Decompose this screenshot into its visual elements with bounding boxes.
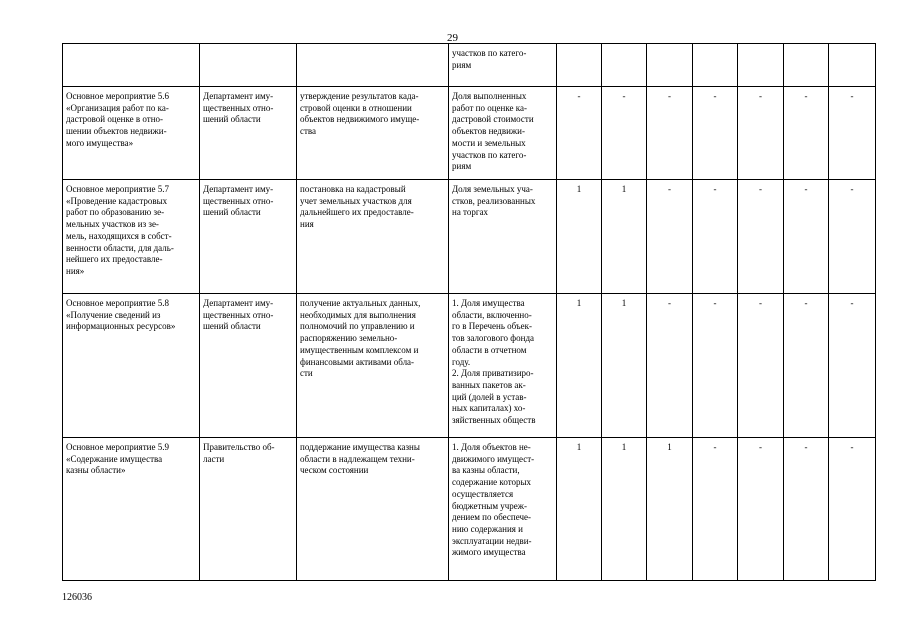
- cell-text-line: сти: [300, 368, 313, 379]
- cell-text-line: Основное мероприятие 5.9: [66, 442, 169, 452]
- table-row: [63, 87, 876, 180]
- cell-text-line: «Проведение кадастровых: [66, 195, 168, 206]
- cell-text-line: 2. Доля приватизиро-: [452, 368, 534, 379]
- value-cell: -: [602, 87, 647, 180]
- indicator-cell: [449, 294, 557, 438]
- cell-text-line: венности области, для даль-: [66, 242, 174, 253]
- cell-text-line: риям: [452, 59, 472, 70]
- value-cell: [738, 44, 784, 87]
- value-cell: [647, 44, 693, 87]
- activity-cell: [63, 294, 200, 438]
- value-cell: -: [738, 180, 784, 294]
- value-cell: -: [693, 294, 738, 438]
- value-cell: -: [784, 180, 829, 294]
- cell-text-line: участков по катего-: [452, 149, 527, 160]
- value-cell: -: [829, 180, 876, 294]
- result-cell: [297, 438, 449, 581]
- value-cell: -: [647, 294, 693, 438]
- cell-text-line: шений области: [203, 321, 261, 332]
- cell-text-line: финансовыми активами обла-: [300, 356, 415, 367]
- cell-text-line: «Содержание имущества: [66, 453, 163, 464]
- table-body: [63, 44, 876, 581]
- document-code: 126036: [62, 592, 92, 603]
- cell-text-line: Доля земельных уча-: [452, 184, 533, 194]
- cell-text-line: зяйственных обществ: [452, 415, 536, 426]
- cell-text-line: дастровой стоимости: [452, 114, 534, 125]
- cell-text-line: на торгах: [452, 207, 489, 218]
- value-cell: [693, 44, 738, 87]
- cell-text-line: мого имущества»: [66, 137, 134, 148]
- cell-text-line: работ по оценке ка-: [452, 102, 527, 113]
- result-cell: [297, 294, 449, 438]
- indicator-cell: [449, 180, 557, 294]
- cell-text-line: области, включенно-: [452, 309, 532, 320]
- cell-text-line: щественных отно-: [203, 309, 274, 320]
- value-cell: -: [647, 87, 693, 180]
- cell-text-line: ванных пакетов ак-: [452, 379, 526, 390]
- cell-text-line: информационных ресурсов»: [66, 321, 176, 332]
- value-cell: -: [738, 438, 784, 581]
- cell-text-line: полномочий по управлению и: [300, 321, 415, 332]
- cell-text-line: поддержание имущества казны: [300, 442, 420, 452]
- cell-text-line: шении объектов недвижи-: [66, 126, 167, 137]
- cell-text-line: участков по катего-: [452, 48, 527, 58]
- table-row: [63, 438, 876, 581]
- cell-text-line: содержание которых: [452, 477, 532, 488]
- cell-text-line: ций (долей в устав-: [452, 391, 527, 402]
- executor-cell: [200, 87, 297, 180]
- cell-text-line: Основное мероприятие 5.8: [66, 298, 169, 308]
- value-cell: 1: [557, 438, 602, 581]
- cell-text-line: бюджетным учреж-: [452, 500, 527, 511]
- cell-text-line: щественных отно-: [203, 195, 274, 206]
- cell-text-line: постановка на кадастровый: [300, 184, 406, 194]
- executor-cell: [200, 294, 297, 438]
- cell-text-line: риям: [452, 161, 472, 172]
- cell-text-line: ния»: [66, 265, 85, 276]
- cell-text-line: Правительство об-: [203, 442, 275, 452]
- result-cell: [297, 87, 449, 180]
- value-cell: 1: [602, 294, 647, 438]
- value-cell: -: [693, 438, 738, 581]
- value-cell: [602, 44, 647, 87]
- cell-text-line: ства: [300, 126, 317, 137]
- cell-text-line: Департамент иму-: [203, 184, 274, 194]
- table-row: [63, 180, 876, 294]
- indicator-cell: [449, 87, 557, 180]
- activity-cell: [63, 44, 200, 87]
- cell-text-line: щественных отно-: [203, 102, 274, 113]
- value-cell: [557, 44, 602, 87]
- cell-text-line: ных капиталах) хо-: [452, 403, 526, 414]
- value-cell: -: [784, 87, 829, 180]
- cell-text-line: шений области: [203, 114, 261, 125]
- cell-text-line: области в надлежащем техни-: [300, 453, 415, 464]
- cell-text-line: ческом состоянии: [300, 465, 369, 476]
- cell-text-line: ния: [300, 219, 314, 230]
- table-row: [63, 44, 876, 87]
- result-cell: [297, 44, 449, 87]
- indicator-cell: [449, 438, 557, 581]
- cell-text-line: 1. Доля имущества: [452, 298, 525, 308]
- cell-text-line: дальнейшего их предоставле-: [300, 207, 414, 218]
- value-cell: -: [738, 87, 784, 180]
- cell-text-line: дением по обеспече-: [452, 512, 531, 523]
- cell-text-line: объектов недвижимого имуще-: [300, 114, 420, 125]
- value-cell: -: [557, 87, 602, 180]
- value-cell: -: [784, 294, 829, 438]
- cell-text-line: мельных участков из зе-: [66, 219, 159, 230]
- cell-text-line: распоряжению земельно-: [300, 333, 398, 344]
- cell-text-line: получение актуальных данных,: [300, 298, 421, 308]
- cell-text-line: учет земельных участков для: [300, 195, 412, 206]
- cell-text-line: нейшего их предоставле-: [66, 254, 163, 265]
- value-cell: -: [829, 87, 876, 180]
- cell-text-line: Основное мероприятие 5.6: [66, 91, 169, 101]
- cell-text-line: объектов недвижи-: [452, 126, 525, 137]
- cell-text-line: мель, находящихся в собст-: [66, 230, 172, 241]
- value-cell: -: [829, 294, 876, 438]
- page-number: 29: [447, 32, 458, 44]
- value-cell: 1: [602, 180, 647, 294]
- cell-text-line: ва казны области,: [452, 465, 520, 476]
- table-row: [63, 294, 876, 438]
- executor-cell: [200, 180, 297, 294]
- cell-text-line: тов залогового фонда: [452, 333, 535, 344]
- cell-text-line: Департамент иму-: [203, 91, 274, 101]
- cell-text-line: работ по образованию зе-: [66, 207, 165, 218]
- cell-text-line: нию содержания и: [452, 523, 523, 534]
- cell-text-line: жимого имущества: [452, 547, 526, 558]
- activity-cell: [63, 438, 200, 581]
- activity-cell: [63, 87, 200, 180]
- value-cell: -: [647, 180, 693, 294]
- value-cell: -: [738, 294, 784, 438]
- cell-text-line: дастровой оценке в отно-: [66, 114, 164, 125]
- cell-text-line: 1. Доля объектов не-: [452, 442, 531, 452]
- executor-cell: [200, 438, 297, 581]
- cell-text-line: ласти: [203, 453, 225, 464]
- cell-text-line: стков, реализованных: [452, 195, 536, 206]
- cell-text-line: эксплуатации недви-: [452, 535, 532, 546]
- cell-text-line: Департамент иму-: [203, 298, 274, 308]
- cell-text-line: осуществляется: [452, 488, 514, 499]
- activity-cell: [63, 180, 200, 294]
- value-cell: -: [693, 87, 738, 180]
- cell-text-line: утверждение результатов када-: [300, 91, 419, 101]
- value-cell: [829, 44, 876, 87]
- value-cell: 1: [557, 294, 602, 438]
- executor-cell: [200, 44, 297, 87]
- indicator-cell: [449, 44, 557, 87]
- cell-text-line: го в Перечень объек-: [452, 321, 533, 332]
- cell-text-line: шений области: [203, 207, 261, 218]
- value-cell: [784, 44, 829, 87]
- cell-text-line: имущественным комплексом и: [300, 344, 419, 355]
- cell-text-line: области в отчетном: [452, 344, 527, 355]
- value-cell: 1: [557, 180, 602, 294]
- cell-text-line: году.: [452, 356, 471, 367]
- cell-text-line: казны области»: [66, 465, 126, 476]
- value-cell: 1: [647, 438, 693, 581]
- value-cell: -: [693, 180, 738, 294]
- cell-text-line: Основное мероприятие 5.7: [66, 184, 169, 194]
- value-cell: -: [829, 438, 876, 581]
- cell-text-line: «Организация работ по ка-: [66, 102, 169, 113]
- cell-text-line: Доля выполненных: [452, 91, 527, 101]
- cell-text-line: стровой оценки в отношении: [300, 102, 412, 113]
- value-cell: -: [784, 438, 829, 581]
- cell-text-line: мости и земельных: [452, 137, 526, 148]
- cell-text-line: «Получение сведений из: [66, 309, 161, 320]
- cell-text-line: необходимых для выполнения: [300, 309, 416, 320]
- value-cell: 1: [602, 438, 647, 581]
- cell-text-line: движимого имущест-: [452, 453, 535, 464]
- result-cell: [297, 180, 449, 294]
- activities-table: [62, 43, 876, 581]
